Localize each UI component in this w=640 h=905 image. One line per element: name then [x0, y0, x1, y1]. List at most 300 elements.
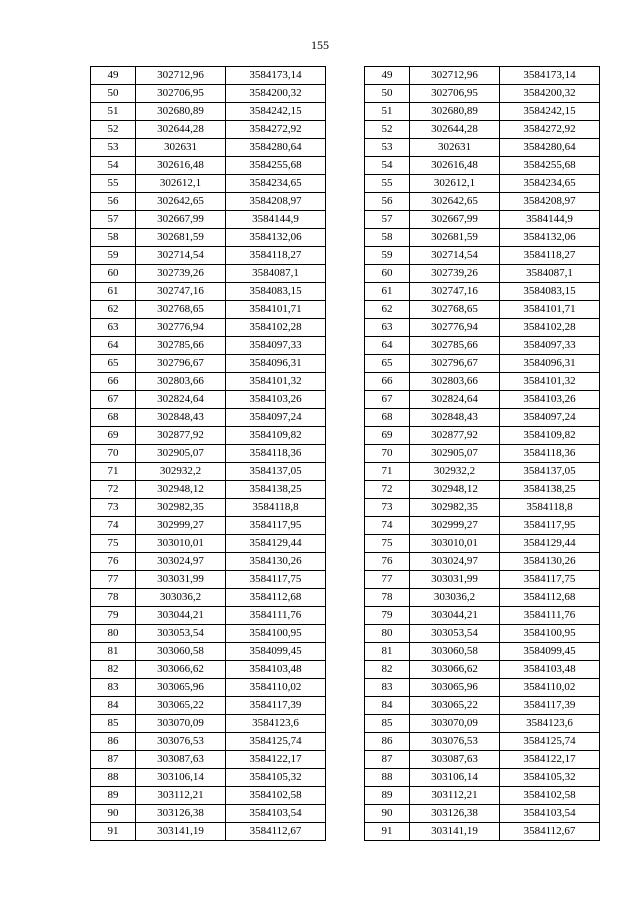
table-row — [91, 715, 326, 733]
y-coordinate-cell: 3584280,64 — [500, 139, 600, 157]
point-number-cell: 88 — [91, 769, 136, 787]
x-coordinate-cell: 302706,95 — [136, 85, 226, 103]
y-coordinate-cell: 3584103,54 — [500, 805, 600, 823]
x-coordinate-cell: 302848,43 — [136, 409, 226, 427]
point-number-cell: 86 — [91, 733, 136, 751]
x-coordinate-cell: 302982,35 — [410, 499, 500, 517]
table-row — [365, 445, 600, 463]
point-number-cell: 85 — [365, 715, 410, 733]
x-coordinate-cell: 302999,27 — [410, 517, 500, 535]
y-coordinate-cell: 3584097,33 — [500, 337, 600, 355]
x-coordinate-cell: 303066,62 — [136, 661, 226, 679]
x-coordinate-cell: 303065,22 — [136, 697, 226, 715]
y-coordinate-cell: 3584130,26 — [226, 553, 326, 571]
y-coordinate-cell: 3584118,36 — [226, 445, 326, 463]
table-row — [91, 355, 326, 373]
x-coordinate-cell: 303106,14 — [136, 769, 226, 787]
y-coordinate-cell: 3584117,75 — [226, 571, 326, 589]
point-number-cell: 82 — [365, 661, 410, 679]
point-number-cell: 76 — [91, 553, 136, 571]
y-coordinate-cell: 3584118,36 — [500, 445, 600, 463]
table-row — [91, 157, 326, 175]
x-coordinate-cell: 302932,2 — [136, 463, 226, 481]
x-coordinate-cell: 302999,27 — [136, 517, 226, 535]
point-number-cell: 55 — [365, 175, 410, 193]
x-coordinate-cell: 302824,64 — [410, 391, 500, 409]
y-coordinate-cell: 3584138,25 — [226, 481, 326, 499]
table-row — [91, 229, 326, 247]
y-coordinate-cell: 3584099,45 — [500, 643, 600, 661]
point-number-cell: 62 — [91, 301, 136, 319]
x-coordinate-cell: 302712,96 — [410, 67, 500, 85]
y-coordinate-cell: 3584130,26 — [500, 553, 600, 571]
table-row — [91, 445, 326, 463]
x-coordinate-cell: 302948,12 — [136, 481, 226, 499]
table-row — [91, 769, 326, 787]
y-coordinate-cell: 3584097,24 — [226, 409, 326, 427]
table-row — [365, 625, 600, 643]
x-coordinate-cell: 303010,01 — [136, 535, 226, 553]
y-coordinate-cell: 3584103,26 — [226, 391, 326, 409]
x-coordinate-cell: 302616,48 — [136, 157, 226, 175]
x-coordinate-cell: 302739,26 — [410, 265, 500, 283]
point-number-cell: 89 — [365, 787, 410, 805]
x-coordinate-cell: 303065,96 — [136, 679, 226, 697]
x-coordinate-cell: 302667,99 — [410, 211, 500, 229]
point-number-cell: 71 — [91, 463, 136, 481]
x-coordinate-cell: 302681,59 — [136, 229, 226, 247]
table-row — [91, 679, 326, 697]
y-coordinate-cell: 3584097,24 — [500, 409, 600, 427]
y-coordinate-cell: 3584096,31 — [226, 355, 326, 373]
y-coordinate-cell: 3584109,82 — [500, 427, 600, 445]
table-row — [91, 85, 326, 103]
table-row — [365, 121, 600, 139]
point-number-cell: 56 — [365, 193, 410, 211]
y-coordinate-cell: 3584109,82 — [226, 427, 326, 445]
y-coordinate-cell: 3584137,05 — [226, 463, 326, 481]
y-coordinate-cell: 3584125,74 — [226, 733, 326, 751]
point-number-cell: 66 — [91, 373, 136, 391]
point-number-cell: 49 — [365, 67, 410, 85]
x-coordinate-cell: 302803,66 — [136, 373, 226, 391]
x-coordinate-cell: 303044,21 — [410, 607, 500, 625]
y-coordinate-cell: 3584103,26 — [500, 391, 600, 409]
x-coordinate-cell: 302612,1 — [136, 175, 226, 193]
point-number-cell: 73 — [365, 499, 410, 517]
table-row — [91, 139, 326, 157]
table-row — [365, 229, 600, 247]
point-number-cell: 76 — [365, 553, 410, 571]
y-coordinate-cell: 3584132,06 — [226, 229, 326, 247]
table-row — [365, 733, 600, 751]
table-row — [91, 175, 326, 193]
point-number-cell: 63 — [91, 319, 136, 337]
table-row — [91, 409, 326, 427]
point-number-cell: 60 — [91, 265, 136, 283]
y-coordinate-cell: 3584129,44 — [226, 535, 326, 553]
point-number-cell: 64 — [365, 337, 410, 355]
x-coordinate-cell: 303044,21 — [136, 607, 226, 625]
x-coordinate-cell: 302712,96 — [136, 67, 226, 85]
point-number-cell: 59 — [91, 247, 136, 265]
x-coordinate-cell: 302642,65 — [410, 193, 500, 211]
table-row — [365, 139, 600, 157]
y-coordinate-cell: 3584111,76 — [226, 607, 326, 625]
point-number-cell: 70 — [91, 445, 136, 463]
x-coordinate-cell: 302848,43 — [410, 409, 500, 427]
y-coordinate-cell: 3584112,68 — [226, 589, 326, 607]
y-coordinate-cell: 3584101,71 — [226, 301, 326, 319]
x-coordinate-cell: 302796,67 — [136, 355, 226, 373]
table-row — [365, 211, 600, 229]
x-coordinate-cell: 302877,92 — [410, 427, 500, 445]
y-coordinate-cell: 3584117,95 — [226, 517, 326, 535]
y-coordinate-cell: 3584117,39 — [226, 697, 326, 715]
point-number-cell: 58 — [91, 229, 136, 247]
x-coordinate-cell: 303126,38 — [410, 805, 500, 823]
y-coordinate-cell: 3584123,6 — [500, 715, 600, 733]
table-row — [365, 373, 600, 391]
point-number-cell: 61 — [365, 283, 410, 301]
y-coordinate-cell: 3584122,17 — [500, 751, 600, 769]
x-coordinate-cell: 303112,21 — [136, 787, 226, 805]
y-coordinate-cell: 3584200,32 — [500, 85, 600, 103]
y-coordinate-cell: 3584096,31 — [500, 355, 600, 373]
point-number-cell: 80 — [91, 625, 136, 643]
table-row — [91, 697, 326, 715]
table-row — [365, 571, 600, 589]
table-row — [91, 535, 326, 553]
point-number-cell: 62 — [365, 301, 410, 319]
y-coordinate-cell: 3584255,68 — [226, 157, 326, 175]
x-coordinate-cell: 303024,97 — [136, 553, 226, 571]
x-coordinate-cell: 302644,28 — [136, 121, 226, 139]
table-body — [91, 67, 326, 841]
y-coordinate-cell: 3584144,9 — [226, 211, 326, 229]
x-coordinate-cell: 302681,59 — [410, 229, 500, 247]
point-number-cell: 84 — [91, 697, 136, 715]
x-coordinate-cell: 303053,54 — [410, 625, 500, 643]
table-row — [365, 697, 600, 715]
point-number-cell: 70 — [365, 445, 410, 463]
x-coordinate-cell: 302714,54 — [410, 247, 500, 265]
x-coordinate-cell: 303036,2 — [410, 589, 500, 607]
y-coordinate-cell: 3584117,75 — [500, 571, 600, 589]
y-coordinate-cell: 3584099,45 — [226, 643, 326, 661]
table-row — [91, 553, 326, 571]
point-number-cell: 84 — [365, 697, 410, 715]
table-row — [365, 679, 600, 697]
point-number-cell: 51 — [91, 103, 136, 121]
point-number-cell: 81 — [365, 643, 410, 661]
x-coordinate-cell: 302739,26 — [136, 265, 226, 283]
x-coordinate-cell: 302768,65 — [136, 301, 226, 319]
table-row — [91, 265, 326, 283]
x-coordinate-cell: 303065,96 — [410, 679, 500, 697]
table-row — [91, 625, 326, 643]
x-coordinate-cell: 302644,28 — [410, 121, 500, 139]
y-coordinate-cell: 3584118,8 — [500, 499, 600, 517]
x-coordinate-cell: 303087,63 — [410, 751, 500, 769]
y-coordinate-cell: 3584173,14 — [500, 67, 600, 85]
y-coordinate-cell: 3584101,71 — [500, 301, 600, 319]
table-row — [365, 67, 600, 85]
point-number-cell: 88 — [365, 769, 410, 787]
table-row — [91, 589, 326, 607]
y-coordinate-cell: 3584122,17 — [226, 751, 326, 769]
y-coordinate-cell: 3584102,28 — [500, 319, 600, 337]
table-row — [91, 427, 326, 445]
y-coordinate-cell: 3584118,27 — [226, 247, 326, 265]
y-coordinate-cell: 3584242,15 — [500, 103, 600, 121]
point-number-cell: 52 — [365, 121, 410, 139]
x-coordinate-cell: 303076,53 — [410, 733, 500, 751]
y-coordinate-cell: 3584103,54 — [226, 805, 326, 823]
x-coordinate-cell: 302776,94 — [410, 319, 500, 337]
x-coordinate-cell: 302616,48 — [410, 157, 500, 175]
table-row — [365, 337, 600, 355]
table-row — [365, 769, 600, 787]
table-row — [365, 175, 600, 193]
y-coordinate-cell: 3584101,32 — [226, 373, 326, 391]
point-number-cell: 53 — [91, 139, 136, 157]
x-coordinate-cell: 302824,64 — [136, 391, 226, 409]
table-row — [365, 499, 600, 517]
table-row — [365, 391, 600, 409]
x-coordinate-cell: 303031,99 — [410, 571, 500, 589]
y-coordinate-cell: 3584110,02 — [226, 679, 326, 697]
point-number-cell: 50 — [91, 85, 136, 103]
table-row — [365, 301, 600, 319]
x-coordinate-cell: 302680,89 — [136, 103, 226, 121]
table-row — [91, 283, 326, 301]
table-row — [91, 823, 326, 841]
point-number-cell: 51 — [365, 103, 410, 121]
y-coordinate-cell: 3584087,1 — [226, 265, 326, 283]
point-number-cell: 91 — [91, 823, 136, 841]
y-coordinate-cell: 3584101,32 — [500, 373, 600, 391]
y-coordinate-cell: 3584138,25 — [500, 481, 600, 499]
x-coordinate-cell: 303031,99 — [136, 571, 226, 589]
table-row — [365, 103, 600, 121]
y-coordinate-cell: 3584105,32 — [500, 769, 600, 787]
y-coordinate-cell: 3584242,15 — [226, 103, 326, 121]
table-row — [91, 733, 326, 751]
y-coordinate-cell: 3584117,39 — [500, 697, 600, 715]
point-number-cell: 79 — [91, 607, 136, 625]
table-row — [365, 481, 600, 499]
x-coordinate-cell: 302680,89 — [410, 103, 500, 121]
table-row — [91, 301, 326, 319]
y-coordinate-cell: 3584112,67 — [226, 823, 326, 841]
point-number-cell: 54 — [365, 157, 410, 175]
x-coordinate-cell: 303065,22 — [410, 697, 500, 715]
y-coordinate-cell: 3584129,44 — [500, 535, 600, 553]
table-row — [365, 265, 600, 283]
point-number-cell: 53 — [365, 139, 410, 157]
point-number-cell: 91 — [365, 823, 410, 841]
y-coordinate-cell: 3584103,48 — [500, 661, 600, 679]
y-coordinate-cell: 3584117,95 — [500, 517, 600, 535]
x-coordinate-cell: 303053,54 — [136, 625, 226, 643]
x-coordinate-cell: 303087,63 — [136, 751, 226, 769]
point-number-cell: 67 — [91, 391, 136, 409]
x-coordinate-cell: 303106,14 — [410, 769, 500, 787]
x-coordinate-cell: 302932,2 — [410, 463, 500, 481]
point-number-cell: 66 — [365, 373, 410, 391]
x-coordinate-cell: 302948,12 — [410, 481, 500, 499]
point-number-cell: 50 — [365, 85, 410, 103]
point-number-cell: 89 — [91, 787, 136, 805]
table-row — [91, 805, 326, 823]
point-number-cell: 67 — [365, 391, 410, 409]
x-coordinate-cell: 302877,92 — [136, 427, 226, 445]
x-coordinate-cell: 303141,19 — [136, 823, 226, 841]
y-coordinate-cell: 3584083,15 — [500, 283, 600, 301]
x-coordinate-cell: 302768,65 — [410, 301, 500, 319]
x-coordinate-cell: 302905,07 — [410, 445, 500, 463]
point-number-cell: 64 — [91, 337, 136, 355]
point-number-cell: 83 — [91, 679, 136, 697]
table-row — [365, 409, 600, 427]
table-row — [91, 607, 326, 625]
table-row — [365, 661, 600, 679]
x-coordinate-cell: 303076,53 — [136, 733, 226, 751]
table-row — [365, 355, 600, 373]
x-coordinate-cell: 302785,66 — [410, 337, 500, 355]
x-coordinate-cell: 302631 — [136, 139, 226, 157]
table-row — [91, 787, 326, 805]
table-row — [365, 715, 600, 733]
x-coordinate-cell: 303141,19 — [410, 823, 500, 841]
point-number-cell: 90 — [91, 805, 136, 823]
y-coordinate-cell: 3584102,58 — [500, 787, 600, 805]
table-row — [365, 283, 600, 301]
table-row — [91, 499, 326, 517]
y-coordinate-cell: 3584100,95 — [500, 625, 600, 643]
point-number-cell: 59 — [365, 247, 410, 265]
point-number-cell: 65 — [91, 355, 136, 373]
table-row — [91, 643, 326, 661]
y-coordinate-cell: 3584103,48 — [226, 661, 326, 679]
table-row — [365, 589, 600, 607]
point-number-cell: 75 — [91, 535, 136, 553]
table-row — [365, 643, 600, 661]
point-number-cell: 78 — [91, 589, 136, 607]
point-number-cell: 55 — [91, 175, 136, 193]
table-row — [91, 211, 326, 229]
x-coordinate-cell: 302612,1 — [410, 175, 500, 193]
point-number-cell: 68 — [365, 409, 410, 427]
x-coordinate-cell: 302631 — [410, 139, 500, 157]
point-number-cell: 69 — [365, 427, 410, 445]
y-coordinate-cell: 3584272,92 — [500, 121, 600, 139]
point-number-cell: 82 — [91, 661, 136, 679]
point-number-cell: 74 — [91, 517, 136, 535]
y-coordinate-cell: 3584102,28 — [226, 319, 326, 337]
point-number-cell: 52 — [91, 121, 136, 139]
x-coordinate-cell: 302785,66 — [136, 337, 226, 355]
table-row — [91, 247, 326, 265]
point-number-cell: 85 — [91, 715, 136, 733]
point-number-cell: 90 — [365, 805, 410, 823]
page-number: 155 — [311, 38, 329, 52]
table-row — [365, 607, 600, 625]
x-coordinate-cell: 303126,38 — [136, 805, 226, 823]
table-row — [91, 517, 326, 535]
x-coordinate-cell: 303024,97 — [410, 553, 500, 571]
y-coordinate-cell: 3584234,65 — [226, 175, 326, 193]
point-number-cell: 87 — [365, 751, 410, 769]
y-coordinate-cell: 3584118,8 — [226, 499, 326, 517]
point-number-cell: 74 — [365, 517, 410, 535]
x-coordinate-cell: 303060,58 — [410, 643, 500, 661]
point-number-cell: 71 — [365, 463, 410, 481]
x-coordinate-cell: 302667,99 — [136, 211, 226, 229]
table-row — [91, 103, 326, 121]
table-row — [365, 805, 600, 823]
point-number-cell: 58 — [365, 229, 410, 247]
y-coordinate-cell: 3584208,97 — [500, 193, 600, 211]
point-number-cell: 81 — [91, 643, 136, 661]
y-coordinate-cell: 3584234,65 — [500, 175, 600, 193]
table-row — [91, 481, 326, 499]
coordinate-table-right — [364, 66, 600, 841]
x-coordinate-cell: 303070,09 — [410, 715, 500, 733]
point-number-cell: 87 — [91, 751, 136, 769]
y-coordinate-cell: 3584208,97 — [226, 193, 326, 211]
table-row — [91, 193, 326, 211]
table-row — [365, 463, 600, 481]
table-row — [91, 463, 326, 481]
table-row — [91, 121, 326, 139]
x-coordinate-cell: 302796,67 — [410, 355, 500, 373]
table-row — [365, 823, 600, 841]
point-number-cell: 75 — [365, 535, 410, 553]
point-number-cell: 77 — [91, 571, 136, 589]
x-coordinate-cell: 302747,16 — [410, 283, 500, 301]
x-coordinate-cell: 303010,01 — [410, 535, 500, 553]
y-coordinate-cell: 3584123,6 — [226, 715, 326, 733]
point-number-cell: 72 — [365, 481, 410, 499]
y-coordinate-cell: 3584112,67 — [500, 823, 600, 841]
y-coordinate-cell: 3584102,58 — [226, 787, 326, 805]
point-number-cell: 86 — [365, 733, 410, 751]
y-coordinate-cell: 3584272,92 — [226, 121, 326, 139]
x-coordinate-cell: 303060,58 — [136, 643, 226, 661]
point-number-cell: 78 — [365, 589, 410, 607]
table-body — [365, 67, 600, 841]
y-coordinate-cell: 3584137,05 — [500, 463, 600, 481]
table-row — [91, 373, 326, 391]
y-coordinate-cell: 3584111,76 — [500, 607, 600, 625]
x-coordinate-cell: 303066,62 — [410, 661, 500, 679]
x-coordinate-cell: 303036,2 — [136, 589, 226, 607]
point-number-cell: 65 — [365, 355, 410, 373]
y-coordinate-cell: 3584255,68 — [500, 157, 600, 175]
x-coordinate-cell: 302714,54 — [136, 247, 226, 265]
point-number-cell: 61 — [91, 283, 136, 301]
table-row — [365, 751, 600, 769]
y-coordinate-cell: 3584144,9 — [500, 211, 600, 229]
table-row — [365, 553, 600, 571]
y-coordinate-cell: 3584132,06 — [500, 229, 600, 247]
y-coordinate-cell: 3584087,1 — [500, 265, 600, 283]
table-row — [365, 85, 600, 103]
coordinate-table-left — [90, 66, 326, 841]
point-number-cell: 72 — [91, 481, 136, 499]
